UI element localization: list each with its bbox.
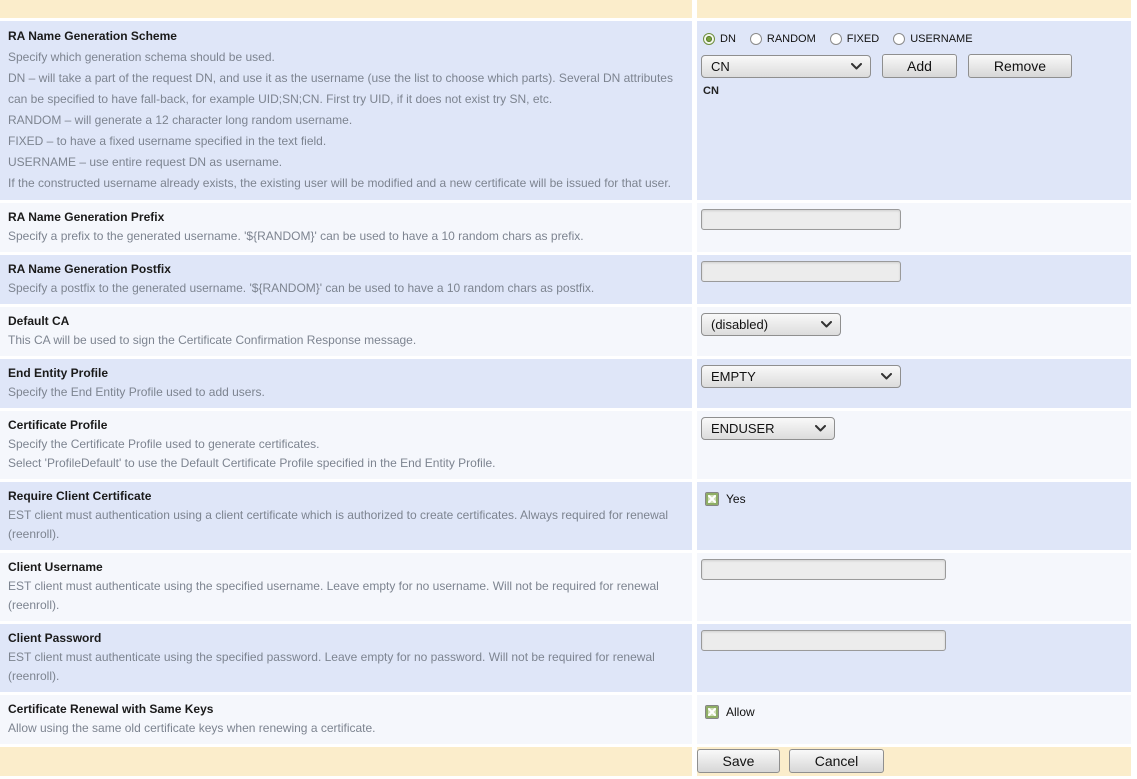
field-description-line: Specify the End Entity Profile used to add users.	[8, 385, 265, 399]
config-row-ra-name-generation-postfix	[0, 255, 1137, 304]
config-row-require-client-certificate	[0, 482, 1137, 550]
config-row-default-ca	[0, 307, 1137, 356]
certificate-profile-select[interactable]	[701, 417, 835, 440]
field-title: End Entity Profile	[8, 366, 109, 380]
chevron-down-icon	[881, 373, 892, 380]
table-header-bar	[0, 0, 1137, 18]
certificate-profile-select-value: ENDUSER	[711, 421, 775, 436]
checkbox-check-icon	[708, 495, 716, 503]
default-ca-select[interactable]	[701, 313, 841, 336]
chevron-down-icon	[815, 425, 826, 432]
config-row-certificate-profile	[0, 411, 1137, 479]
table-footer-bar	[0, 747, 1137, 776]
field-description-line: EST client must authenticate using the specified password. Leave empty for no password. Will not be required for renewal (reenroll).	[8, 650, 655, 683]
end-entity-profile-select[interactable]	[701, 365, 901, 388]
field-description-line: FIXED – to have a fixed username specified in the text field.	[8, 134, 327, 148]
dn-part-select[interactable]	[701, 55, 871, 78]
remove-button[interactable]: Remove	[968, 54, 1072, 78]
radio-unselected-icon	[750, 33, 762, 45]
checkbox-check-icon	[708, 708, 716, 716]
save-button[interactable]: Save	[697, 749, 780, 773]
config-row-ra-name-generation-scheme	[0, 21, 1137, 200]
field-description-line: DN – will take a part of the request DN, and use it as the username (use the list to choose which parts). Several DN attributes can be specified to have fall-back, for example UID;SN;CN. First try UID, if it does not exist try SN, etc.	[8, 71, 673, 106]
require-client-certificate-checkbox[interactable]	[705, 492, 719, 506]
field-title: Client Username	[8, 560, 103, 574]
config-row-end-entity-profile	[0, 359, 1137, 408]
name-scheme-radio-group	[703, 33, 1127, 45]
dn-part-select-value: CN	[711, 58, 730, 74]
radio-random[interactable]	[750, 33, 816, 45]
field-description-line: EST client must authentication using a client certificate which is authorized to create certificates. Always required for renewal (reenroll).	[8, 508, 669, 541]
config-row-ra-name-generation-prefix	[0, 203, 1137, 252]
radio-dn[interactable]	[703, 33, 736, 45]
table-header-bar-left	[0, 0, 692, 18]
field-description-line: This CA will be used to sign the Certificate Confirmation Response message.	[8, 333, 417, 347]
client-username-input[interactable]	[701, 559, 946, 580]
field-description-line: USERNAME – use entire request DN as username.	[8, 155, 283, 169]
chevron-down-icon	[821, 321, 832, 328]
radio-unselected-icon	[893, 33, 905, 45]
config-row-client-username	[0, 553, 1137, 621]
config-row-client-password	[0, 624, 1137, 692]
radio-username-label: USERNAME	[910, 33, 973, 45]
field-description-line: Allow using the same old certificate keys when renewing a certificate.	[8, 721, 376, 735]
radio-fixed-label: FIXED	[846, 33, 880, 45]
default-ca-select-value: (disabled)	[711, 317, 769, 332]
field-title: Default CA	[8, 314, 70, 328]
field-description-line: Specify a postfix to the generated username. '${RANDOM}' can be used to have a 10 random chars as postfix.	[8, 281, 595, 295]
field-description-line: Specify the Certificate Profile used to generate certificates.	[8, 437, 320, 451]
field-description-line: Specify which generation schema should be used.	[8, 50, 275, 64]
require-client-certificate-label: Yes	[726, 492, 746, 506]
cancel-button[interactable]: Cancel	[789, 749, 884, 773]
radio-dn-label: DN	[720, 33, 736, 45]
table-footer-bar-right	[697, 747, 1131, 776]
table-header-bar-right	[697, 0, 1131, 18]
field-title: Client Password	[8, 631, 102, 645]
add-button[interactable]: Add	[882, 54, 957, 78]
chevron-down-icon	[851, 63, 862, 70]
field-title: Require Client Certificate	[8, 489, 152, 503]
field-title: Certificate Renewal with Same Keys	[8, 702, 214, 716]
renewal-same-keys-checkbox[interactable]	[705, 705, 719, 719]
end-entity-profile-select-value: EMPTY	[711, 369, 756, 384]
radio-username[interactable]	[893, 33, 972, 45]
field-description-line: RANDOM – will generate a 12 character long random username.	[8, 113, 353, 127]
field-description-line: Select 'ProfileDefault' to use the Default Certificate Profile specified in the End Entity Profile.	[8, 456, 496, 470]
config-row-certificate-renewal-same-keys	[0, 695, 1137, 744]
radio-selected-icon	[703, 33, 715, 45]
field-title: RA Name Generation Prefix	[8, 210, 165, 224]
radio-unselected-icon	[830, 33, 842, 45]
table-footer-bar-left	[0, 747, 692, 776]
field-description-line: Specify a prefix to the generated username. '${RANDOM}' can be used to have a 10 random chars as prefix.	[8, 229, 584, 243]
field-description-line: If the constructed username already exists, the existing user will be modified and a new certificate will be issued for that user.	[8, 176, 671, 190]
selected-dn-parts-text: CN	[703, 85, 719, 97]
client-password-input[interactable]	[701, 630, 946, 651]
radio-fixed[interactable]	[830, 33, 879, 45]
radio-random-label: RANDOM	[766, 33, 816, 45]
field-title: RA Name Generation Postfix	[8, 262, 171, 276]
postfix-input[interactable]	[701, 261, 901, 282]
field-description-line: EST client must authenticate using the specified username. Leave empty for no username. Will not be required for renewal (reenroll).	[8, 579, 659, 612]
renewal-same-keys-label: Allow	[726, 705, 755, 719]
field-title: RA Name Generation Scheme	[8, 29, 177, 43]
prefix-input[interactable]	[701, 209, 901, 230]
field-title: Certificate Profile	[8, 418, 108, 432]
